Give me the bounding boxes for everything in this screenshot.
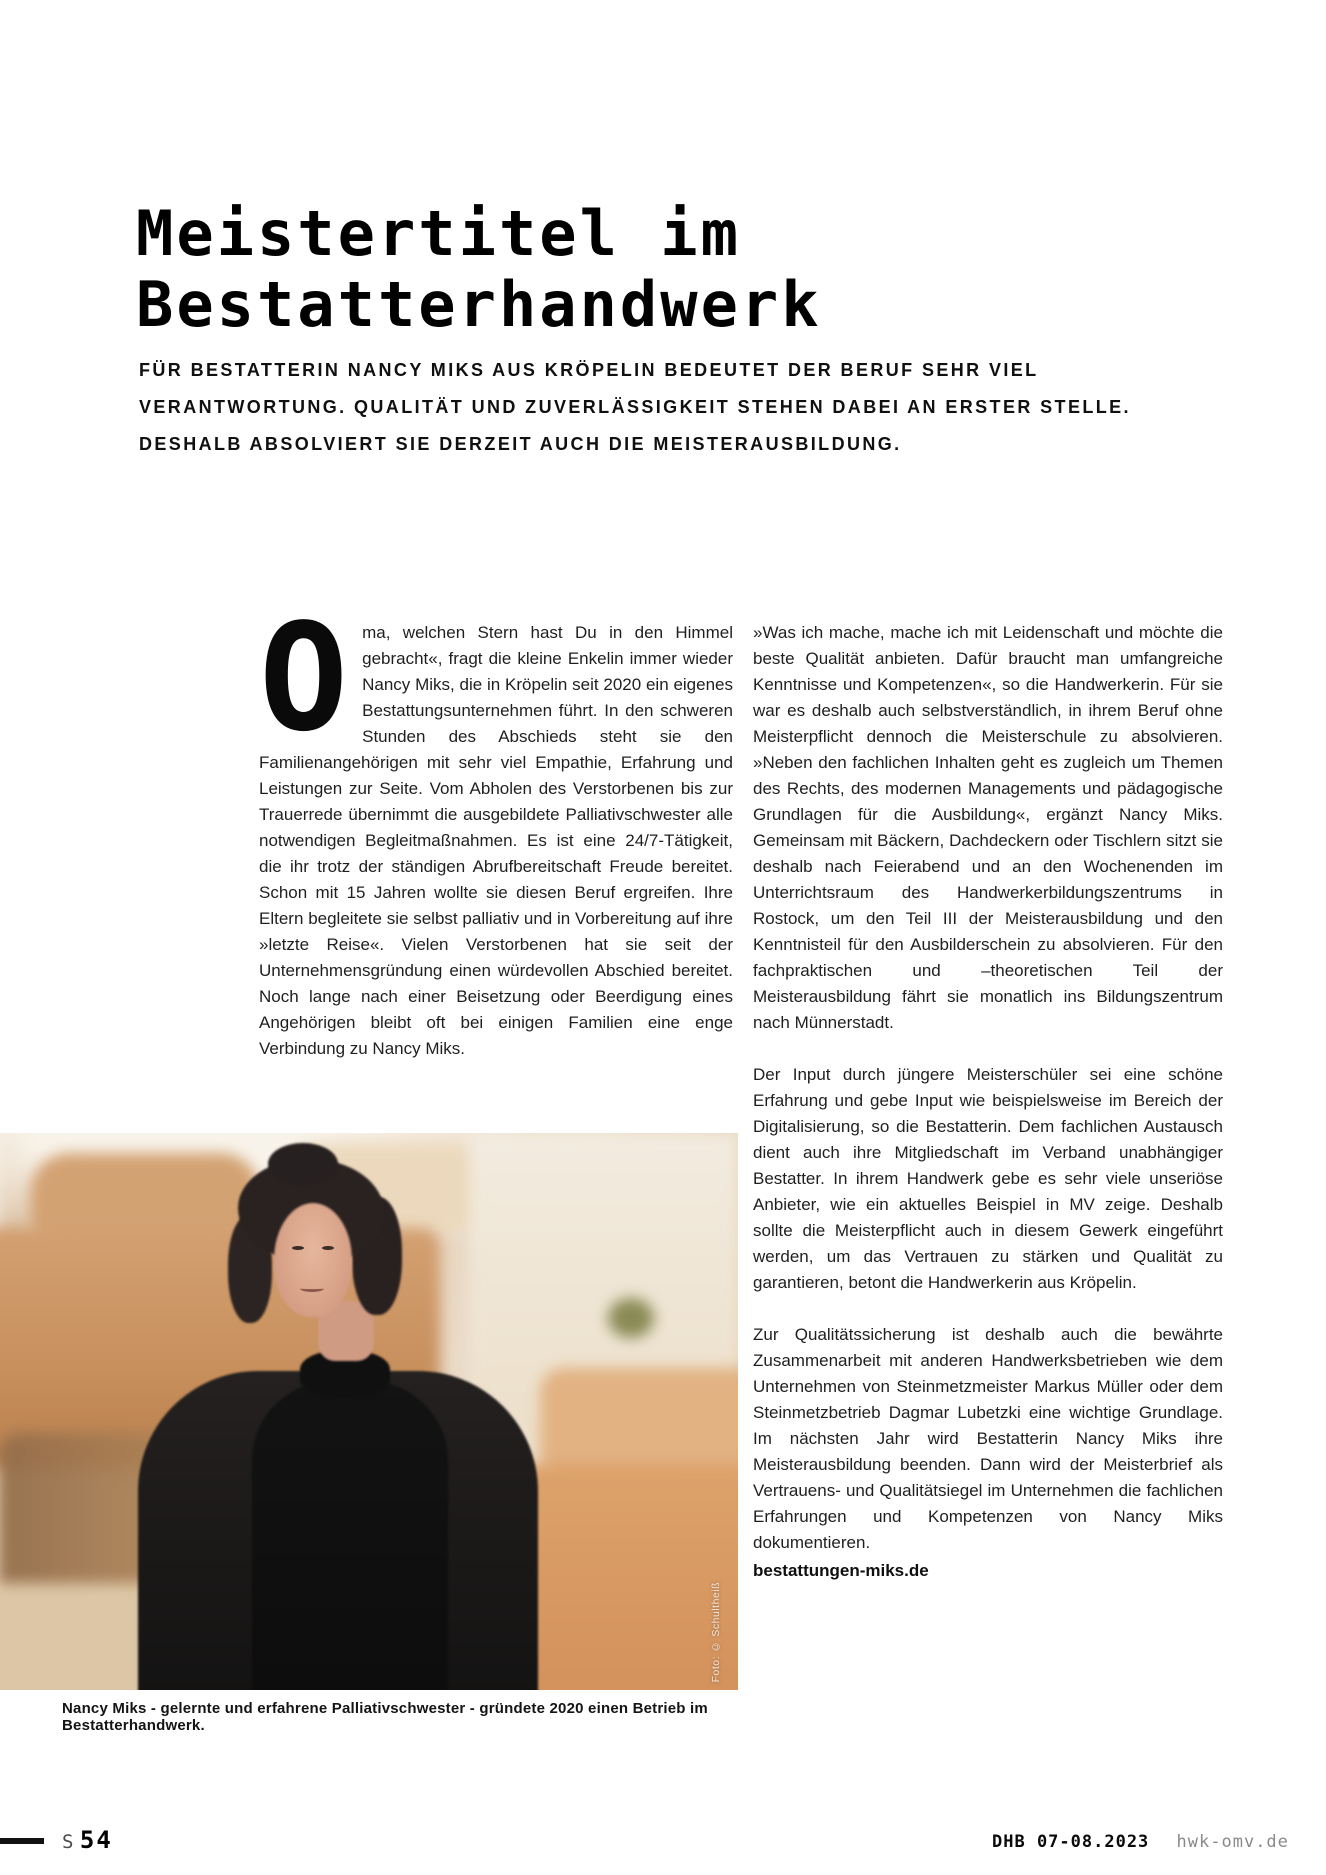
- lead-paragraph: [139, 352, 1259, 463]
- page-number-prefix: S: [62, 1831, 76, 1853]
- page-title-line1: Meistertitel im: [136, 197, 741, 270]
- paragraph-3: Der Input durch jüngere Meisterschüler sei eine schöne Erfahrung und gebe Input wie beispielsweise im Bereich der Digitalisierung, so die Bestatterin. Dem fachlichen Austausch dient auch ihre Mitgliedschaft im Verband unabhängiger Bestatter. In ihrem Handwerk gebe es sehr viele unseriöse Anbieter, wie ein aktuelles Beispiel in MV zeige. Deshalb sollte die Meisterpflicht auch in diesem Gewerk eingeführt werden, um das Vertrauen zu stärken und Qualität zu garantieren, betont die Handwerkerin aus Kröpelin.: [753, 1065, 1223, 1292]
- drop-cap: O: [259, 592, 349, 764]
- footer-issue-info: [992, 1832, 1289, 1852]
- company-website-link[interactable]: bestattungen-miks.de: [753, 1561, 929, 1580]
- woman-turtleneck: [252, 1381, 448, 1690]
- paragraph-2: »Was ich mache, mache ich mit Leidenschaft und möchte die beste Qualität anbieten. Dafür braucht man umfangreiche Kenntnisse und Kompetenzen«, so die Handwerkerin. Für sie war es deshalb auch selbstverständlich, in ihrem Beruf ohne Meisterpflicht dennoch die Meisterschule zu absolvieren. »Neben den fachlichen Inhalten geht es zugleich um Themen des Rechts, des modernen Managements und pädagogische Grundlagen für die Ausbildung«, ergänzt Nancy Miks. Gemeinsam mit Bäckern, Dachdeckern oder Tischlern sitzt sie deshalb nach Feierabend und an den Wochenenden im Unterrichtsraum des Handwerkerbildungszentrums in Rostock, um den Teil III der Meisterausbildung und den Kenntnisteil für den Ausbilderschein zu absolvieren. Für den fachpraktischen und –theoretischen Teil der Meisterausbildung fährt sie monatlich ins Bildungszentrum nach Münnerstadt.: [753, 623, 1223, 1032]
- lead-line-1: FÜR BESTATTERIN NANCY MIKS AUS KRÖPELIN BEDEUTET DER BERUF SEHR VIEL: [139, 360, 1039, 380]
- footer-rule: [0, 1838, 44, 1844]
- woman-face: [274, 1203, 352, 1317]
- photo-table: [540, 1368, 738, 1478]
- page-number-value: 54: [79, 1826, 113, 1854]
- lead-line-2: VERANTWORTUNG. QUALITÄT UND ZUVERLÄSSIGKEIT STEHEN DABEI AN ERSTER STELLE.: [139, 397, 1131, 417]
- photo-credit: Foto: © Schultheiß: [710, 1581, 722, 1682]
- paragraph-4: Zur Qualitätssicherung ist deshalb auch die bewährte Zusammenarbeit mit anderen Handwerksbetrieben wie dem Unternehmen von Steinmetzmeister Markus Müller oder dem Steinmetzbetrieb Dagmar Lubetzki eine wichtige Grundlage. Im nächsten Jahr wird Bestatterin Nancy Miks ihre Meisterausbildung beenden. Dann wird der Meisterbrief als Vertrauens- und Qualitätsiegel im Unternehmen die fachlichen Erfahrungen und Kompetenzen von Nancy Miks dokumentieren.: [753, 1325, 1223, 1552]
- page-title-line2: Bestatterhandwerk: [136, 268, 822, 341]
- paragraph-1: [259, 592, 733, 1062]
- issue-label: DHB 07-08.2023: [992, 1832, 1150, 1852]
- woman-eye: [322, 1246, 334, 1250]
- woman-smile: [300, 1285, 324, 1292]
- portrait-photo: [0, 1133, 738, 1690]
- article-column-right: [753, 620, 1223, 1584]
- chamber-website-link[interactable]: hwk-omv.de: [1176, 1832, 1289, 1852]
- page-number: [62, 1826, 113, 1854]
- page-title: [136, 198, 822, 340]
- woman-hair-bun: [268, 1143, 338, 1185]
- photo-plant: [608, 1298, 654, 1338]
- woman-eye: [292, 1246, 304, 1250]
- paragraph-1-text: ma, welchen Stern hast Du in den Himmel gebracht«, fragt die kleine Enkelin immer wieder Nancy Miks, die in Kröpelin seit 2020 ein eigenes Bestattungsunternehmen führt. In den schweren Stunden des Abschieds steht sie den Familienangehörigen mit sehr viel Empathie, Erfahrung und Leistungen zur Seite. Vom Abholen des Verstorbenen bis zur Trauerrede übernimmt die ausgebildete Palliativschwester alle notwendigen Begleitmaßnahmen. Es ist eine 24/7-Tätigkeit, die ihr trotz der ständigen Abrufbereitschaft Freude bereitet. Schon mit 15 Jahren wollte sie diesen Beruf ergreifen. Ihre Eltern begleitete sie selbst palliativ und in Vorbereitung auf ihre »letzte Reise«. Vielen Verstorbenen hat sie seit der Unternehmensgründung einen würdevollen Abschied bereitet. Noch lange nach einer Beisetzung oder Beerdigung eines Angehörigen bleibt oft bei einigen Familien eine enge Verbindung zu Nancy Miks.: [259, 623, 733, 1058]
- photo-caption: Nancy Miks - gelernte und erfahrene Palliativschwester - gründete 2020 einen Betrieb im Bestatterhandwerk.: [62, 1700, 708, 1734]
- lead-line-3: DESHALB ABSOLVIERT SIE DERZEIT AUCH DIE MEISTERAUSBILDUNG.: [139, 434, 902, 454]
